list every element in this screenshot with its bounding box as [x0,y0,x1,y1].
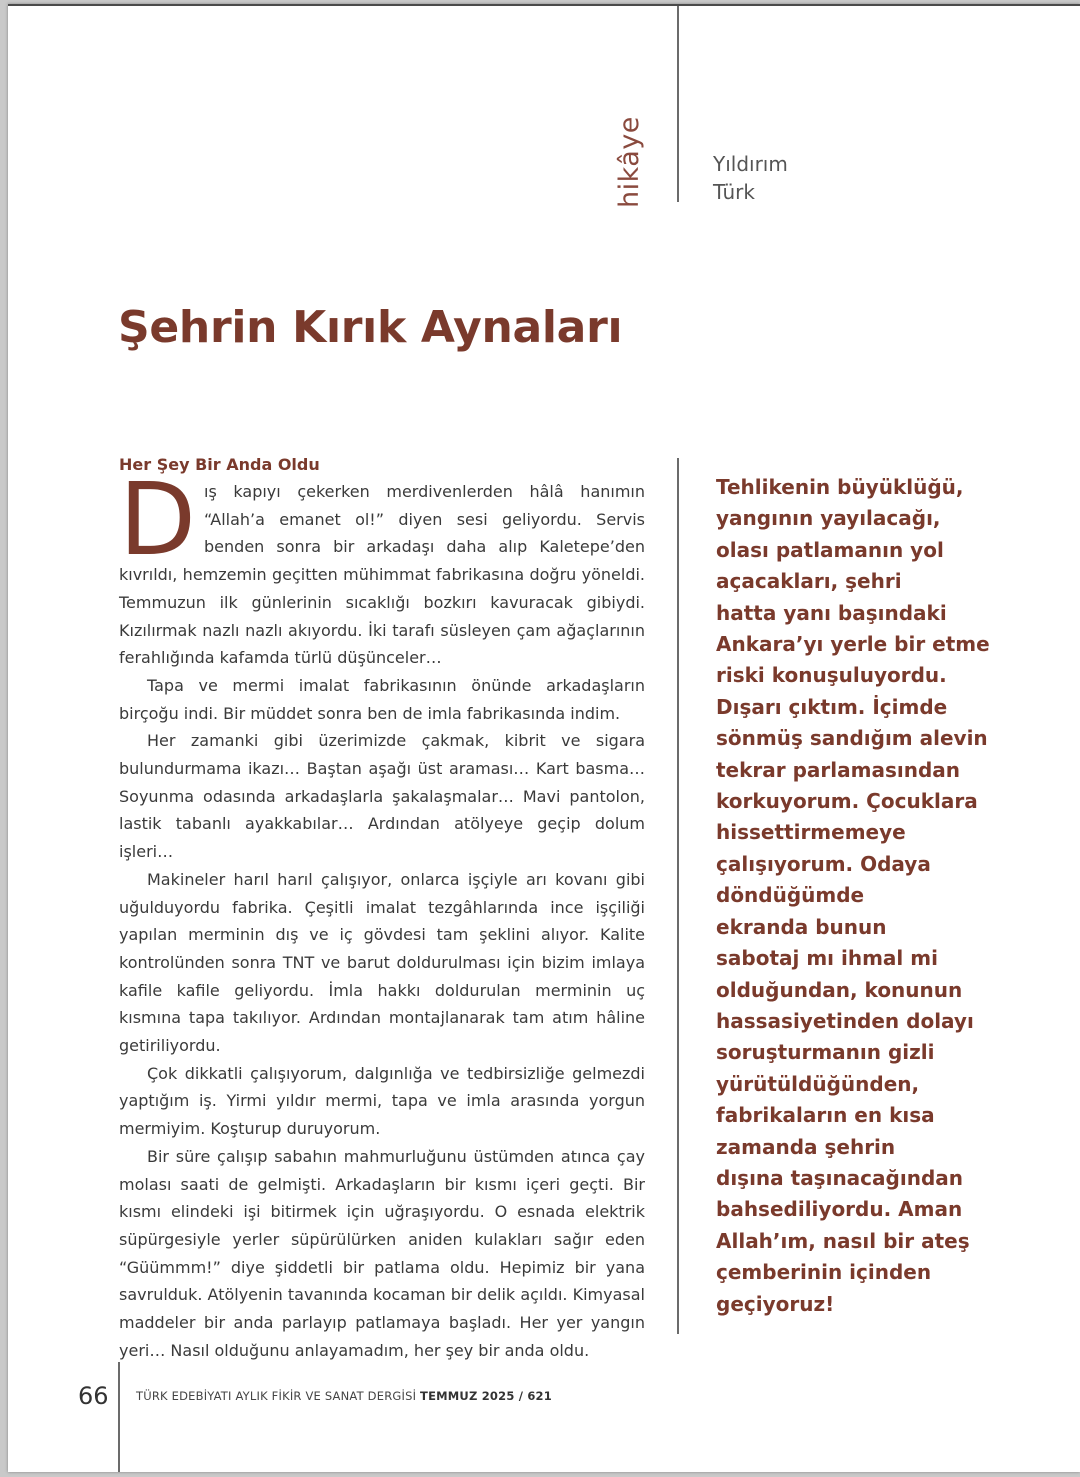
author-name [713,150,788,206]
pull-quote-line: açacakları, şehri [716,569,902,594]
pull-quote-line: ekranda bunun [716,914,887,939]
publication-name: TÜRK EDEBİYATI AYLIK FİKİR VE SANAT DERGİSİ [136,1389,417,1403]
article-title: Şehrin Kırık Aynaları [118,302,623,353]
magazine-page [8,4,1080,1472]
author-first-name: Yıldırım [713,152,788,176]
pull-quote-line: zamanda şehrin [716,1134,896,1159]
pull-quote-line: hissettirmemeye [716,820,906,845]
header-divider [677,6,679,202]
section-label: hikâye [614,116,645,208]
pull-quote-line: dışına taşınacağından [716,1165,963,1190]
pull-quote-line: çalışıyorum. Odaya [716,851,931,876]
pull-quote-line: olduğundan, konunun [716,977,963,1002]
pull-quote-line: hatta yanı başındaki [716,600,947,625]
article-subhead: Her Şey Bir Anda Oldu [119,455,320,474]
drop-cap: D [119,461,197,578]
pull-quote-line: bahsediliyordu. Aman [716,1197,963,1222]
paragraph-2: Tapa ve mermi imalat fabrikasının önünde arkadaşların birçoğu indi. Bir müddet sonra ben de imla fabrikasında indim. [119,675,645,723]
pull-quote-line: Dışarı çıktım. İçimde [716,694,948,719]
pull-quote-line: geçiyoruz! [716,1291,835,1316]
pull-quote-line: yürütüldüğünden, [716,1071,920,1096]
paragraph-3: Her zamanki gibi üzerimizde çakmak, kibrit ve sigara bulundurmama ikazı… Baştan aşağı üst araması… Kart basma… Soyunma odasında arkadaşlarla şakalaşmalar… Mavi pantolon, lastik tabanlı ayakkabılar… Ardından atölyeye geçip dolum işleri… [119,731,645,862]
pull-quote-line: yangının yayılacağı, [716,506,941,531]
pull-quote-line: korkuyorum. Çocuklara [716,789,978,814]
pull-quote-line: tekrar parlamasından [716,757,961,782]
paragraph-4: Makineler harıl harıl çalışıyor, onlarca işçiyle arı kovanı gibi uğulduyordu fabrika. Çeşitli imalat tezgâhlarında ince işçiliği yapılan merminin dış ve iç gövdesi tam şeklini alıyor. Kalite kontrolünden sonra TNT ve barut doldurulması için bizim imlaya kafile kafile geliyordu. İmla hakkı doldurulan merminin uç kısmına tapa takılıyor. Ardından montajlanarak tam atım hâline getiriliyordu. [119,869,645,1056]
pull-quote-line: hassasiyetinden dolayı [716,1008,974,1033]
author-last-name: Türk [713,180,755,204]
pull-quote-line: olası patlamanın yol [716,537,944,562]
paragraph-5: Çok dikkatli çalışıyorum, dalgınlığa ve tedbirsizliğe gelmezdi yaptığım iş. Yirmi yıldır mermi, tapa ve imla arasında yorgun mermiyim. Koşturup duruyorum. [119,1063,645,1139]
pull-quote-line: fabrikaların en kısa [716,1103,935,1128]
pull-quote [716,472,990,1320]
pull-quote-line: çemberinin içinden [716,1260,932,1285]
pull-quote-line: Ankara’yı yerle bir etme [716,632,990,657]
pull-quote-line: sabotaj mı ihmal mi [716,946,938,971]
issue-info: TEMMUZ 2025 / 621 [420,1389,552,1403]
pull-quote-line: Tehlikenin büyüklüğü, [716,475,964,499]
footer-divider [118,1362,120,1472]
footer-publication [136,1389,552,1403]
column-divider [677,458,679,1334]
page-number: 66 [78,1382,109,1410]
paragraph-1-text: ış kapıyı çekerken merdivenlerden hâlâ hanımın “Allah’a emanet ol!” diyen sesi geliyordu. Servis benden sonra bir arkadaşı daha alıp Kaletepe’den kıvrıldı, hemzemin geçitten mühimmat fabrikasına doğru yöneldi. Temmuzun ilk günlerinin sıcaklığı bozkırı kavuracak gibiydi. Kızılırmak nazlı nazlı akıyordu. İki tarafı süsleyen çam ağaçlarının ferahlığında kafamda türlü düşünceler… [119,482,645,668]
pull-quote-line: Allah’ım, nasıl bir ateş [716,1228,970,1253]
pull-quote-line: riski konuşuluyordu. [716,663,947,688]
article-body [119,461,645,1365]
paragraph-6: Bir süre çalışıp sabahın mahmurluğunu üstümden atınca çay molası saati de gelmişti. Arkadaşların bir kısmı içeri geçti. Bir kısmı elindeki işi bitirmek için uğraşıyordu. O esnada elektrik süpürgesiyle yerler süpürülürken aniden kulakları sağır eden “Güümmm!” diye şiddetli bir patlama oldu. Hepimiz bir yana savrulduk. Atölyenin tavanında kocaman bir delik açıldı. Kimyasal maddeler bir anda parlayıp patlamaya başladı. Her yer yangın yeri… Nasıl olduğunu anlayamadım, her şey bir anda oldu. [119,1146,645,1360]
pull-quote-line: sönmüş sandığım alevin [716,726,988,751]
pull-quote-line: döndüğümde [716,883,865,908]
pull-quote-line: soruşturmanın gizli [716,1040,935,1065]
